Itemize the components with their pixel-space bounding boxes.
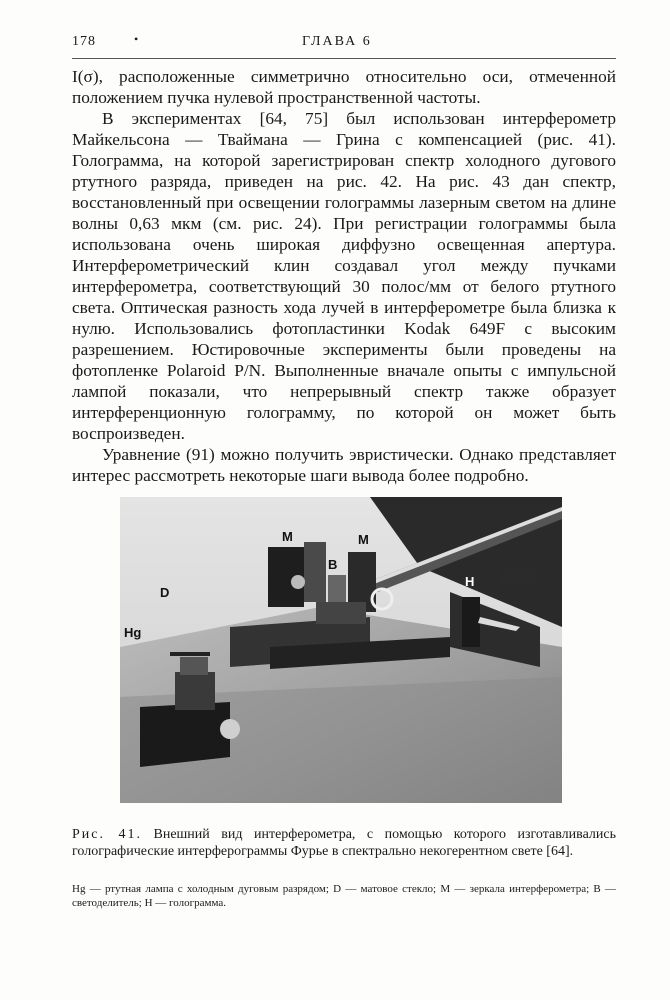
small-knob <box>502 569 536 585</box>
running-head: ГЛАВА 6 <box>302 34 372 49</box>
lamp-arm <box>170 652 210 656</box>
paragraph-2: В экспериментах [64, 75] был использован интерферометр Майкельсона — Тваймана — Грина с компенсацией (рис. 41). Голограмма, на которой зарегистрирован спектр холодного дугового ртутного разряда, приведен на рис. 42. На рис. 43 дан спектр, восстановленный при освещении голограммы лазерным светом на длине волны 0,63 мкм (см. рис. 24). При регистрации голограммы была использована очень широкая диффузно освещенная апертура. Интерферометрический клин создавал угол между пучками интерферометра, соответствующий 30 полос/мм от белого ртутного света. Оптическая разность хода лучей в интерферометре была близка к нулю. Использовались фотопластинки Kodak 649F с высоким разрешением. Юстировочные эксперименты были проведены на фотопленке Polaroid P/N. Выполненные вначале опыты с импульсной лампой показали, что непрерывный спектр также образует интерференционную голограмму, по которой он может быть воспроизведен. <box>72 109 616 443</box>
beamsplitter <box>328 575 346 605</box>
label-hg: Hg <box>124 625 142 640</box>
label-m1: M <box>282 529 293 544</box>
beamsplitter-stage <box>316 602 366 624</box>
lamp-body <box>175 672 215 710</box>
mirror-knob-1 <box>291 575 305 589</box>
label-b: B <box>328 557 338 572</box>
lamp-knob <box>220 719 240 739</box>
page-header <box>72 34 616 54</box>
header-rule <box>72 58 616 59</box>
label-d: D <box>160 585 170 600</box>
interferometer-photo <box>120 497 562 803</box>
body-text <box>72 66 616 486</box>
paragraph-1: I(σ), расположенные симметрично относительно оси, отмеченной положением пучка нулевой пространственной частоты. <box>72 67 616 107</box>
paragraph-3: Уравнение (91) можно получить эвристически. Однако представляет интерес рассмотреть некоторые шаги вывода более подробно. <box>72 445 616 485</box>
mirror-face-1 <box>304 542 326 602</box>
label-m2: M <box>358 532 369 547</box>
lamp-base <box>140 702 230 767</box>
page-number: 178 <box>72 34 96 49</box>
label-h: H <box>465 574 475 589</box>
figure-caption <box>72 826 616 860</box>
figure-label: Рис. 41. <box>72 827 142 842</box>
header-dot: • <box>134 32 140 46</box>
lamp-head <box>180 657 208 675</box>
hologram-plate <box>462 597 480 647</box>
interferometer-photo-drawing <box>120 497 562 803</box>
caption-text: Внешний вид интерферометра, с помощью которого изготавливались голографические интерферограммы Фурье в спектрально некогерентном свете [64]. <box>72 827 616 859</box>
figure-legend: Hg — ртутная лампа с холодным дуговым разрядом; D — матовое стекло; M — зеркала интерферометра; B — светоделитель; H — голограмма. <box>72 883 616 909</box>
